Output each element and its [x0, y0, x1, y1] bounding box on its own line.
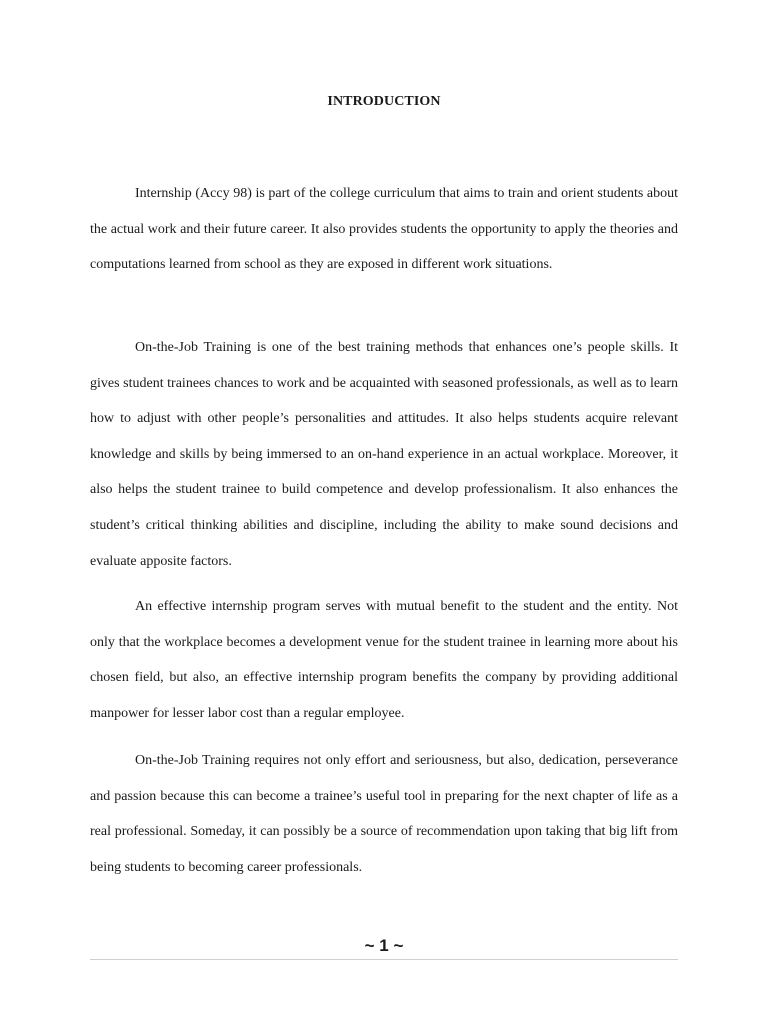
paragraph-3: An effective internship program serves with mutual benefit to the student and the entity. Not only that the workplace becomes a development venue for the student trainee in learning more about his chosen field, but also, an effective internship program benefits the company by providing additional manpower for lesser labor cost than a regular employee.: [90, 599, 678, 721]
paragraph-1: Internship (Accy 98) is part of the college curriculum that aims to train and orient students about the actual work and their future career. It also provides students the opportunity to apply the theories and computations learned from school as they are exposed in different work situations.: [90, 186, 678, 273]
page-number: ~ 1 ~: [364, 936, 404, 955]
page-title: INTRODUCTION: [327, 94, 441, 109]
paragraph-2: On-the-Job Training is one of the best training methods that enhances one’s people skills. It gives student trainees chances to work and be acquainted with seasoned professionals, as well as to learn how to adjust with other people’s personalities and attitudes. It also helps students acquire relevant knowledge and skills by being immersed to an on-hand experience in an actual workplace. Moreover, it also helps the student trainee to build competence and develop professionalism. It also enhances the student’s critical thinking abilities and discipline, including the ability to make sound decisions and evaluate apposite factors.: [90, 340, 678, 569]
paragraph-4: On-the-Job Training requires not only effort and seriousness, but also, dedication, perseverance and passion because this can become a trainee’s useful tool in preparing for the next chapter of life as a real professional. Someday, it can possibly be a source of recommendation upon taking that big lift from being students to becoming career professionals.: [90, 753, 678, 875]
footer-divider: [90, 959, 678, 960]
